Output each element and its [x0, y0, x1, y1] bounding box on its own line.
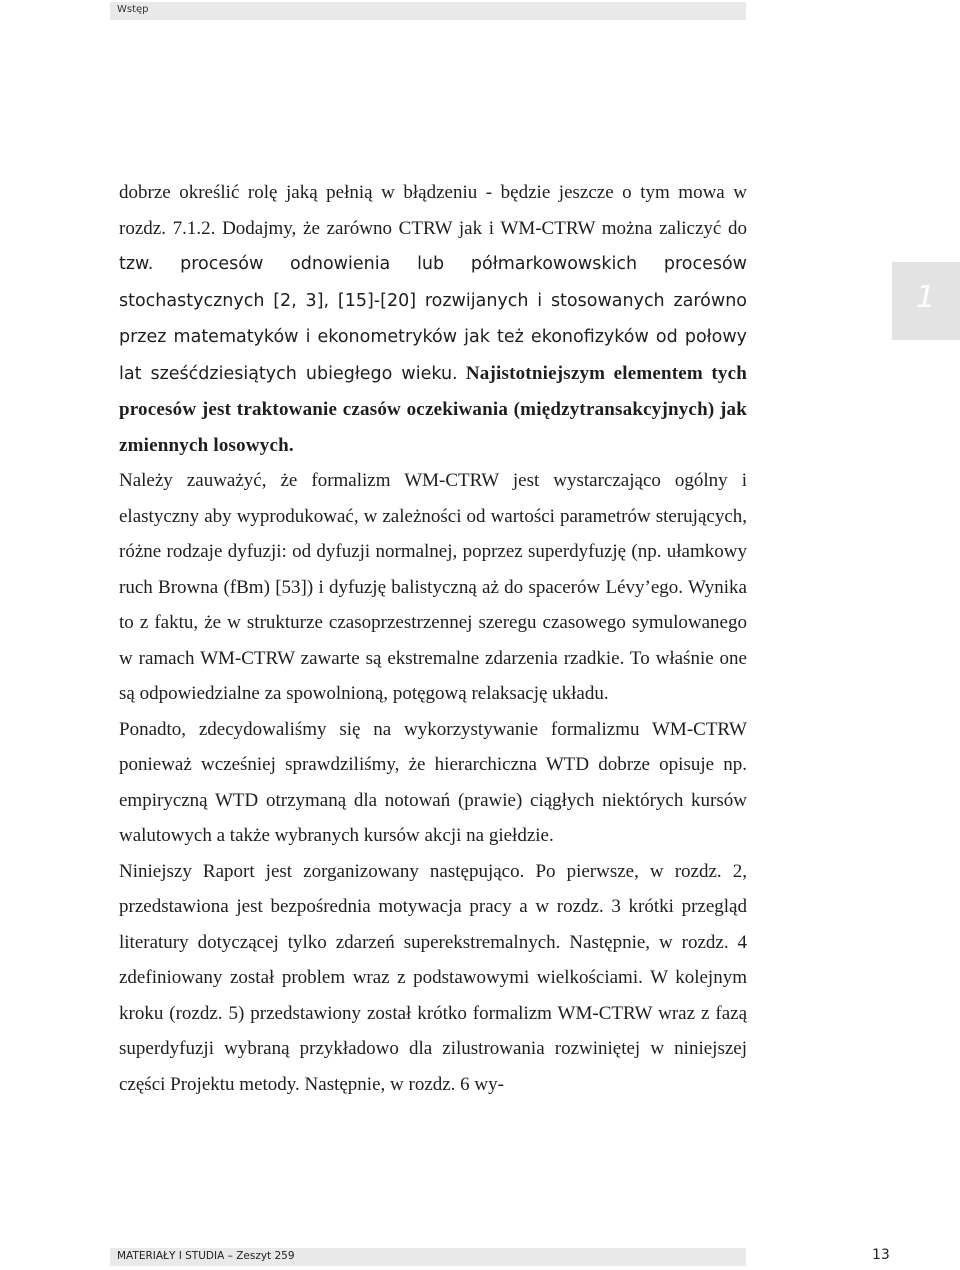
section-title: Wstęp	[117, 4, 149, 15]
paragraph-2: Należy zauważyć, że formalizm WM-CTRW jest wystarczająco ogólny i elastyczny aby wyprodukować, w zależności od wartości parametrów sterujących, różne rodzaje dyfuzji: od dyfuzji normalnej, poprzez superdyfuzję (np. ułamkowy ruch Browna (fBm) [53]) i dyfuzję balistyczną aż do spacerów Lévy’ego. Wynika to z faktu, że w strukturze czasoprzestrzennej szeregu czasowego symulowanego w ramach WM-CTRW zawarte są ekstremalne zdarzenia rzadkie. To właśnie one są odpowiedzialne za spowolnioną, potęgową relaksację układu.	[119, 470, 747, 704]
body-text	[119, 175, 747, 1102]
paragraph-3: Ponadto, zdecydowaliśmy się na wykorzystywanie formalizmu WM-CTRW ponieważ wcześniej sprawdziliśmy, że hierarchiczna WTD dobrze opisuje np. empiryczną WTD otrzymaną dla notowań (prawie) ciągłych niektórych kursów walutowych a także wybranych kursów akcji na giełdzie.	[119, 718, 747, 846]
chapter-number: 1	[916, 280, 936, 315]
paragraph-1-sans: tzw. procesów odnowienia lub półmarkowowskich procesów stochastycznych [2, 3], [15]-[20] rozwijanych i stosowanych zarówno przez matematyków i ekonometryków jak też ekonofizyków od połowy lat sześćdziesiątych ubiegłego wieku.	[119, 254, 747, 384]
paragraph-1-serif: dobrze określić rolę jaką pełnią w błądzeniu - będzie jeszcze o tym mowa w rozdz. 7.1.2. Dodajmy, że zarówno CTRW jak i WM-CTRW można zaliczyć do	[119, 182, 747, 239]
page-number: 13	[872, 1247, 890, 1263]
running-footer	[110, 1248, 746, 1266]
chapter-tab	[892, 262, 960, 340]
journal-title: MATERIAŁY I STUDIA – Zeszyt 259	[117, 1250, 295, 1262]
paragraph-4: Niniejszy Raport jest zorganizowany następująco. Po pierwsze, w rozdz. 2, przedstawiona jest bezpośrednia motywacja pracy a w rozdz. 3 krótki przegląd literatury dotyczącej tylko zdarzeń superekstremalnych. Następnie, w rozdz. 4 zdefiniowany został problem wraz z podstawowymi wielkościami. W kolejnym kroku (rozdz. 5) przedstawiony został krótko formalizm WM-CTRW wraz z fazą superdyfuzji wybraną przykładowo dla zilustrowania rozwiniętej w niniejszej części Projektu metody. Następnie, w rozdz. 6 wy-	[119, 860, 747, 1095]
paragraph-1	[119, 175, 747, 463]
running-header	[110, 2, 746, 20]
paragraph-1-bold: Najistotniejszym elementem tych procesów jest traktowanie czasów oczekiwania (międzytransakcyjnych) jak zmiennych losowych.	[119, 362, 748, 456]
